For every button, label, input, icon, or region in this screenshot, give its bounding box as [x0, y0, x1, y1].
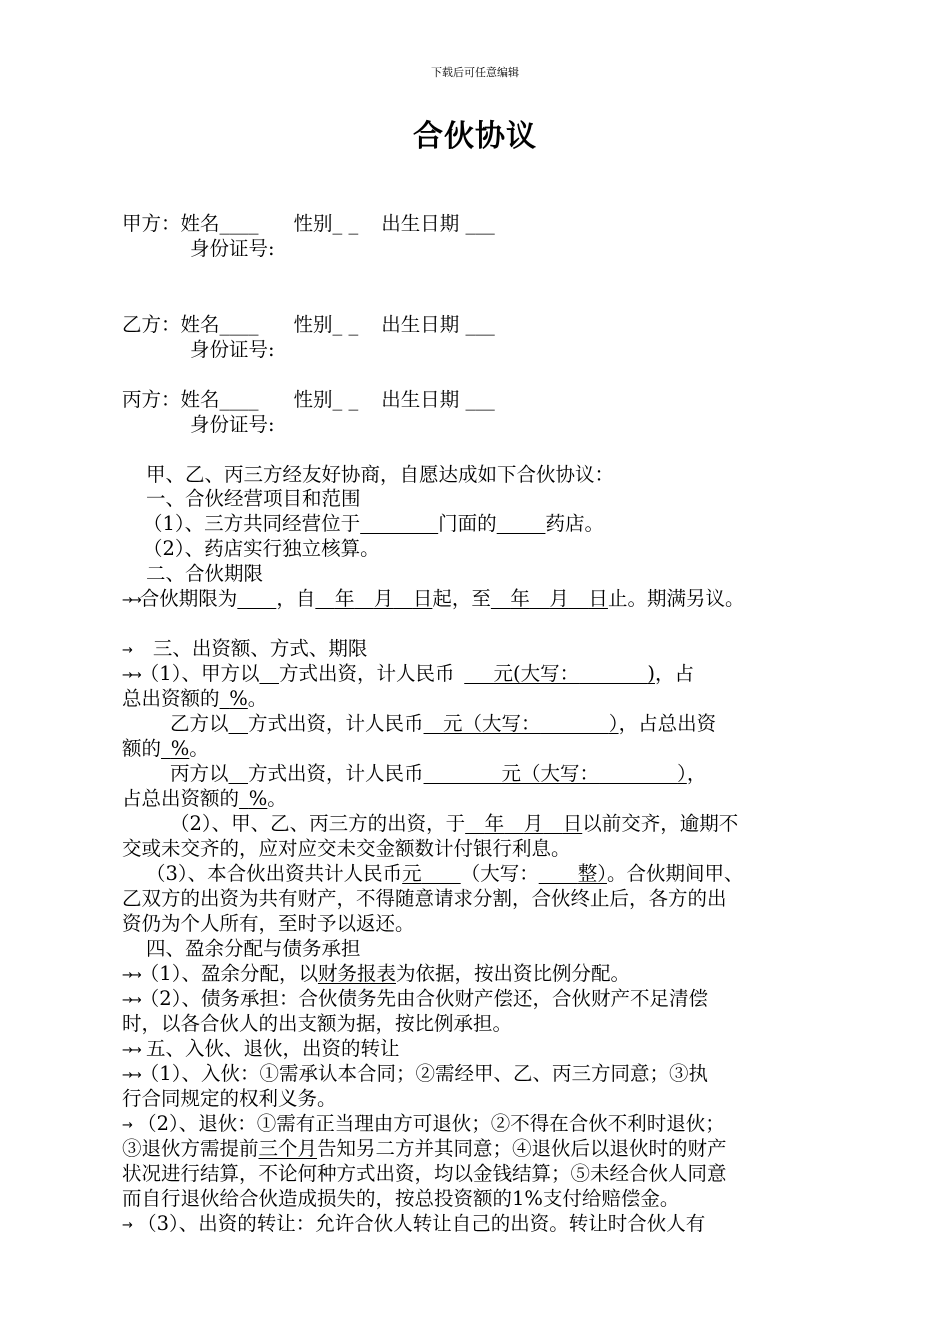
section-4-title: 四、盈余分配与债务承担	[146, 937, 361, 960]
term-blank	[237, 587, 276, 610]
page-title: 合伙协议	[413, 119, 537, 154]
gender-blank: _ _	[332, 212, 359, 235]
section-3-line-10: 乙双方的出资为共有财产，不得随意请求分割，合伙终止后，各方的出	[122, 887, 727, 910]
dob-blank: ___	[465, 212, 495, 235]
section-5-line-7: → （3）、出资的转让：允许合伙人转让自己的出资。转让时合伙人有	[122, 1212, 706, 1235]
section-3-line-3: 乙方以 方式出资，计人民币 元（大写： ），占总出资	[170, 712, 717, 735]
section-5-line-1: →→（1）、入伙：①需承认本合同；②需经甲、乙、丙三方同意；③执	[122, 1062, 708, 1085]
arrow-marker: →→	[122, 993, 140, 1008]
deadline-blank: 年 月 日	[484, 812, 583, 835]
section-5-line-2: 行合同规定的权利义务。	[122, 1087, 337, 1110]
section-5-line-3: → （2）、退伙：①需有正当理由方可退伙；②不得在合伙不利时退伙；	[122, 1112, 725, 1135]
name-blank: ____	[219, 212, 259, 235]
section-4-line-2: →→（2）、债务承担：合伙债务先由合伙财产偿还，合伙财产不足清偿	[122, 987, 708, 1010]
start-date-blank: 年 月 日	[334, 587, 433, 610]
party-a-id: 身份证号:	[190, 237, 275, 260]
section-3-line-1: →→（1）、甲方以 方式出资，计人民币 元(大写： )，占	[122, 662, 694, 685]
section-4-line-1: →→（1）、盈余分配，以财务报表为依据，按出资比例分配。	[122, 962, 630, 985]
section-3-line-4: 额的 %。	[122, 737, 209, 760]
section-1-item-1: （1）、三方共同经营位于 门面的 药店。	[143, 512, 604, 535]
section-5-line-5: 状况进行结算，不论何种方式出资，均以金钱结算；⑤未经合伙人同意	[122, 1162, 727, 1185]
arrow-marker: →→	[122, 668, 140, 683]
dob-blank: ___	[465, 313, 495, 336]
section-4-line-3: 时，以各合伙人的出支额为据，按比例承担。	[122, 1012, 513, 1035]
party-c-line: 丙方：姓名____ 性别_ _ 出生日期 ___	[122, 388, 495, 411]
section-3-line-5: 丙方以 方式出资，计人民币 元（大写： ），	[170, 762, 707, 785]
arrow-marker: →	[122, 1118, 131, 1133]
arrow-marker: →	[122, 1218, 131, 1233]
gender-blank: _ _	[332, 313, 359, 336]
section-3-line-7: （2）、甲、乙、丙三方的出资，于 年 月 日以前交齐，逾期不	[170, 812, 739, 835]
section-5-title: →→ 五、入伙、退伙，出资的转让	[122, 1037, 400, 1060]
section-3-line-2: 总出资额的 %。	[122, 687, 268, 710]
shop-blank	[497, 512, 546, 535]
arrow-marker: →	[122, 643, 131, 658]
arrow-marker: →→	[122, 593, 140, 608]
section-3-line-9: （3）、本合伙出资共计人民币元 （大写： 整）。合伙期间甲、	[146, 862, 744, 885]
section-3-title: → 三、出资额、方式、期限	[122, 637, 368, 660]
dob-blank: ___	[465, 388, 495, 411]
section-3-line-11: 资仍为个人所有，至时予以返还。	[122, 912, 415, 935]
intro-paragraph: 甲、乙、丙三方经友好协商，自愿达成如下合伙协议：	[146, 463, 615, 486]
section-5-line-4: ③退伙方需提前三个月告知另二方并其同意；④退伙后以退伙时的财产	[122, 1137, 727, 1160]
gender-blank: _ _	[332, 388, 359, 411]
arrow-marker: →→	[122, 968, 140, 983]
name-blank: ____	[219, 388, 259, 411]
section-1-title: 一、合伙经营项目和范围	[146, 487, 361, 510]
party-b-line: 乙方：姓名____ 性别_ _ 出生日期 ___	[122, 313, 495, 336]
section-5-line-6: 而自行退伙给合伙造成损失的，按总投资额的1%支付给赔偿金。	[122, 1187, 680, 1210]
section-2-title: 二、合伙期限	[146, 562, 264, 585]
section-2-term: →→合伙期限为 ，自 年 月 日起，至 年 月 日止。期满另议。	[122, 587, 745, 610]
arrow-marker: →→	[122, 1043, 140, 1058]
section-3-line-6: 占总出资额的 %。	[122, 787, 287, 810]
arrow-marker: →→	[122, 1068, 140, 1083]
header-note: 下载后可任意编辑	[431, 66, 519, 79]
party-a-line: 甲方：姓名____ 性别_ _ 出生日期 ___	[122, 212, 495, 235]
section-1-item-2: （2）、药店实行独立核算。	[143, 537, 380, 560]
end-date-blank: 年 月 日	[510, 587, 608, 610]
party-b-id: 身份证号:	[190, 338, 275, 361]
party-c-id: 身份证号:	[190, 413, 275, 436]
name-blank: ____	[219, 313, 259, 336]
section-3-line-8: 交或未交齐的，应对应交未交金额数计付银行利息。	[122, 837, 571, 860]
location-blank	[360, 512, 438, 535]
